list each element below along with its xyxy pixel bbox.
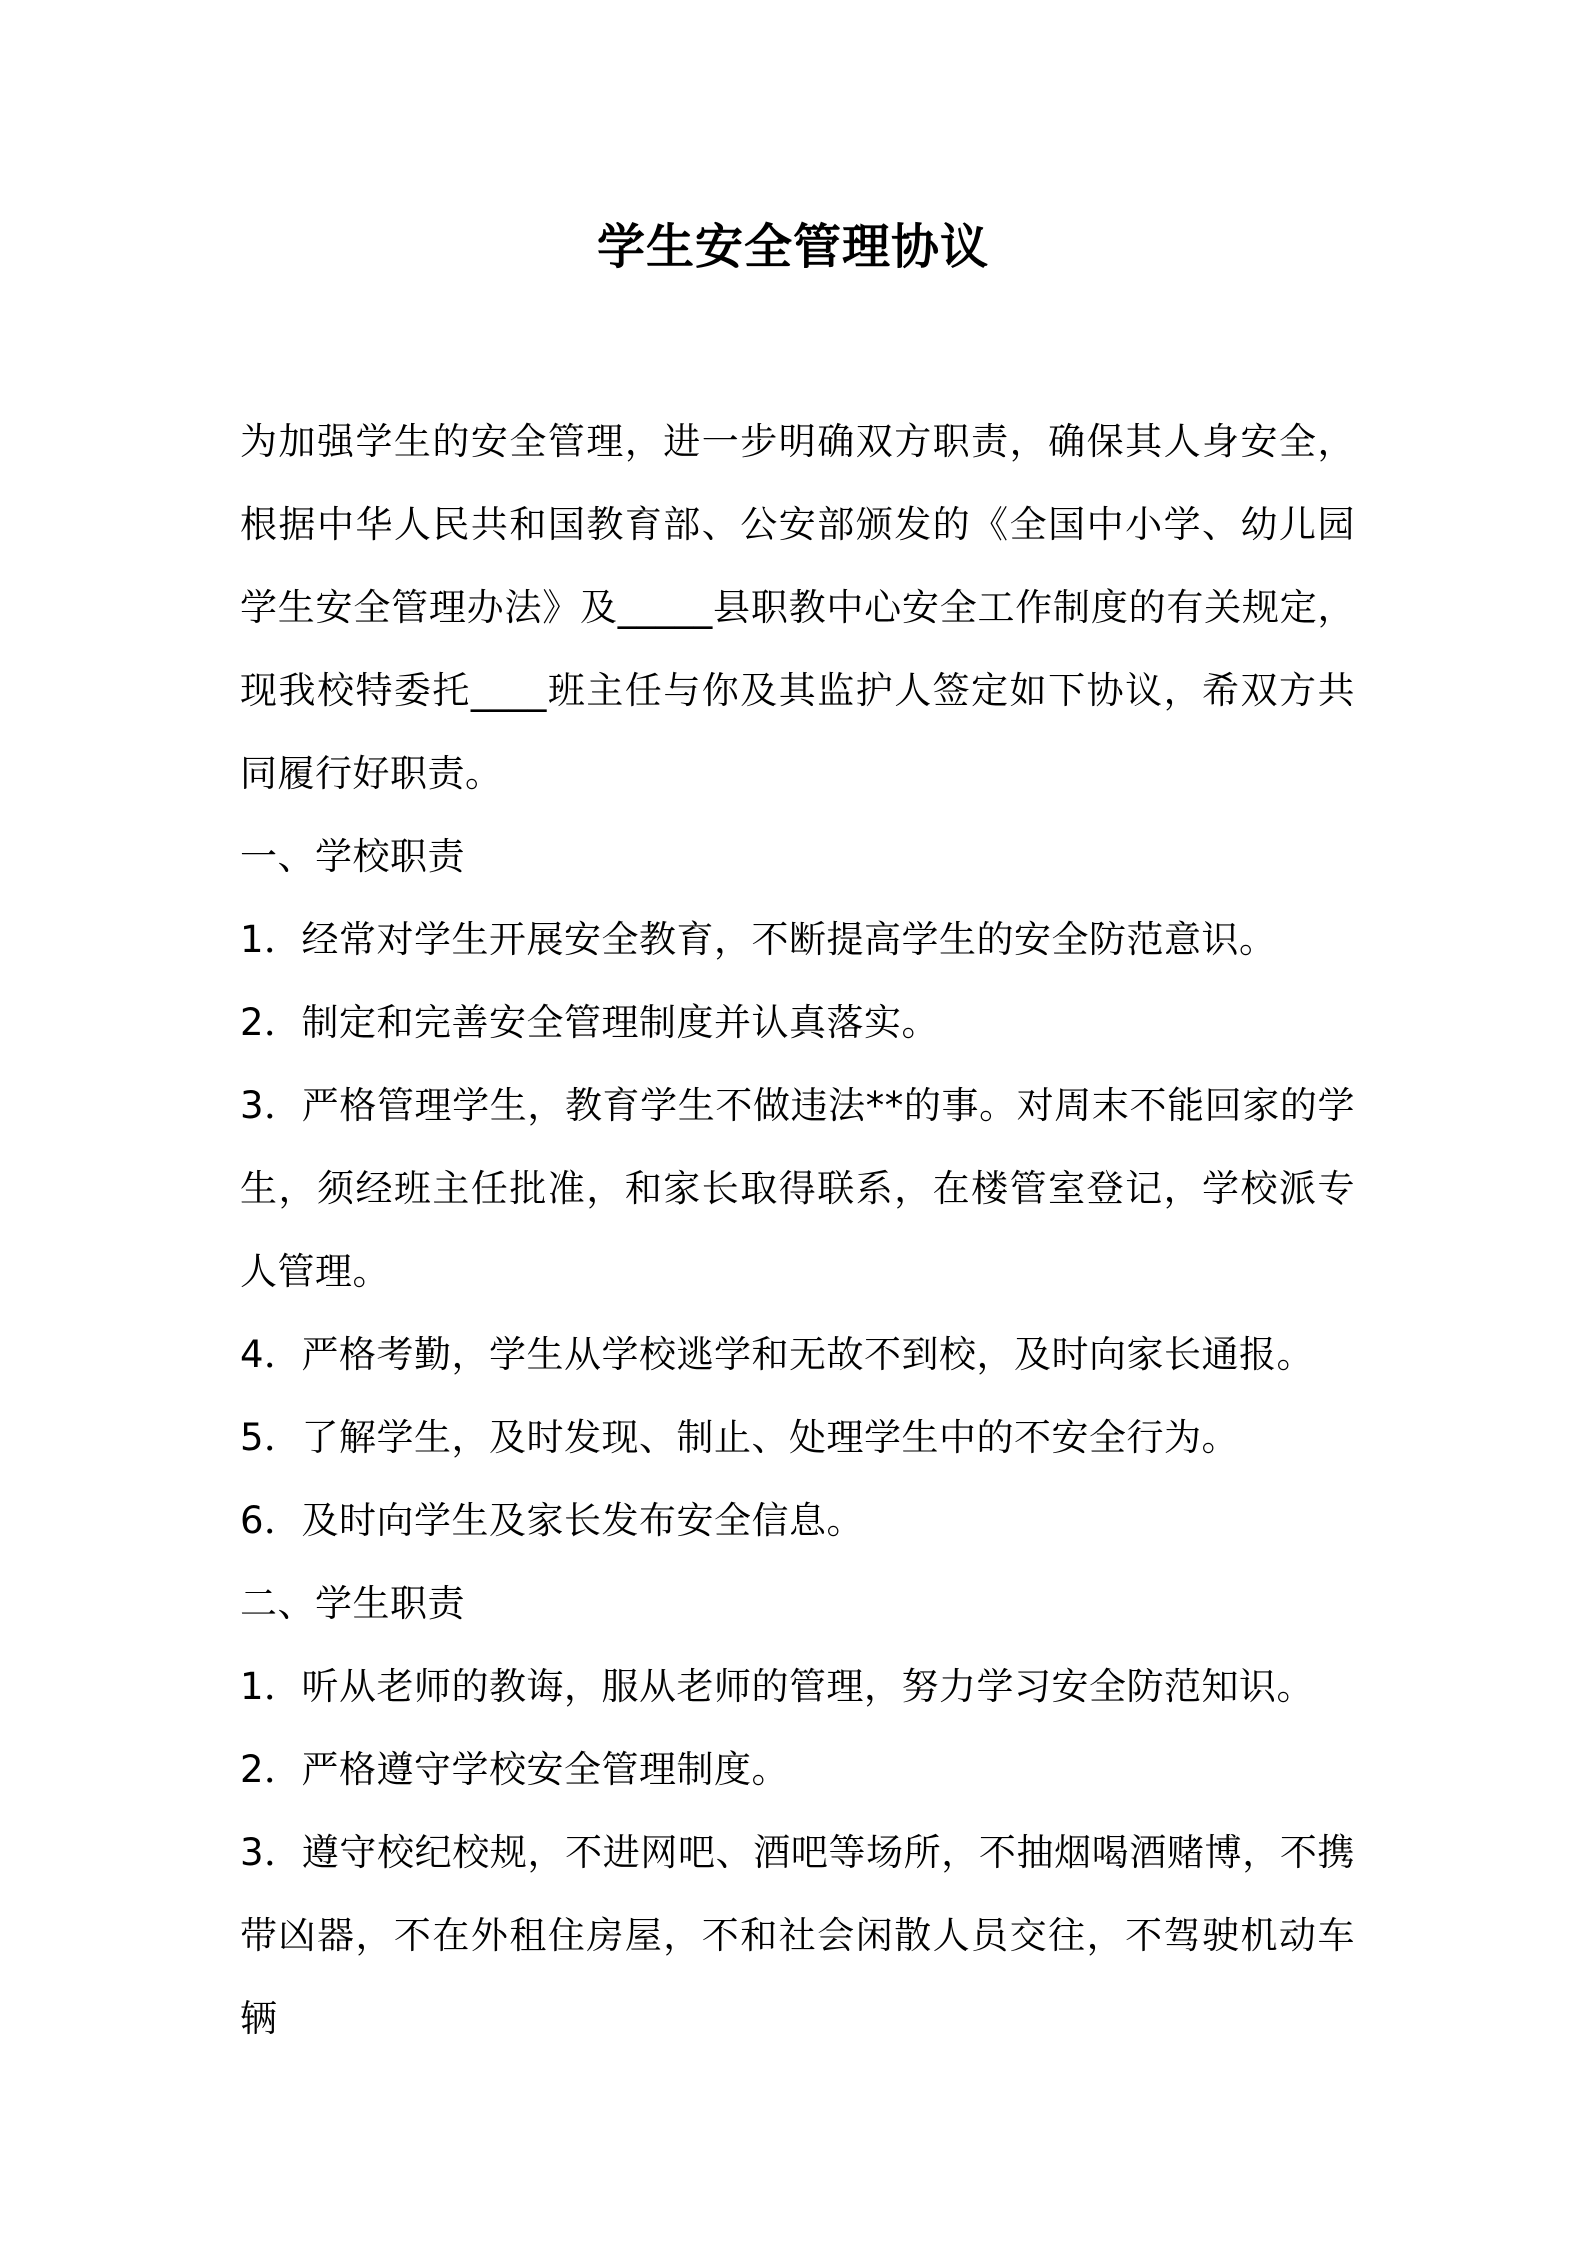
document-body	[240, 400, 1355, 2060]
document-title: 学生安全管理协议	[596, 219, 989, 275]
list-item: 2．严格遵守学校安全管理制度。	[240, 1748, 790, 1791]
list-item: 6．及时向学生及家长发布安全信息。	[240, 1499, 865, 1542]
list-item: 2．制定和完善安全管理制度并认真落实。	[240, 1001, 940, 1044]
list-item: 5．了解学生，及时发现、制止、处理学生中的不安全行为。	[240, 1416, 1240, 1459]
list-item: 1．经常对学生开展安全教育，不断提高学生的安全防范意识。	[240, 918, 1277, 961]
section-student-duties	[240, 1562, 1355, 2060]
list-item: 4．严格考勤，学生从学校逃学和无故不到校，及时向家长通报。	[240, 1333, 1315, 1376]
list-item: 3．严格管理学生，教育学生不做违法**的事。对周末不能回家的学生，须经班主任批准，和家长取得联系，在楼管室登记，学校派专人管理。	[240, 1084, 1355, 1293]
list-item: 1．听从老师的教诲，服从老师的管理，努力学习安全防范知识。	[240, 1665, 1315, 1708]
section-school-duties	[240, 815, 1355, 1562]
intro-paragraph: 为加强学生的安全管理，进一步明确双方职责，确保其人身安全，根据中华人民共和国教育部、公安部颁发的《全国中小学、幼儿园学生安全管理办法》及_____县职教中心安全工作制度的有关规定，现我校特委托____班主任与你及其监护人签定如下协议，希双方共同履行好职责。	[240, 420, 1355, 795]
list-item: 3．遵守校纪校规，不进网吧、酒吧等场所，不抽烟喝酒赌博，不携带凶器，不在外租住房屋，不和社会闲散人员交往，不驾驶机动车辆	[240, 1831, 1355, 2040]
section-heading: 一、学校职责	[240, 835, 465, 878]
section-heading: 二、学生职责	[240, 1582, 465, 1625]
